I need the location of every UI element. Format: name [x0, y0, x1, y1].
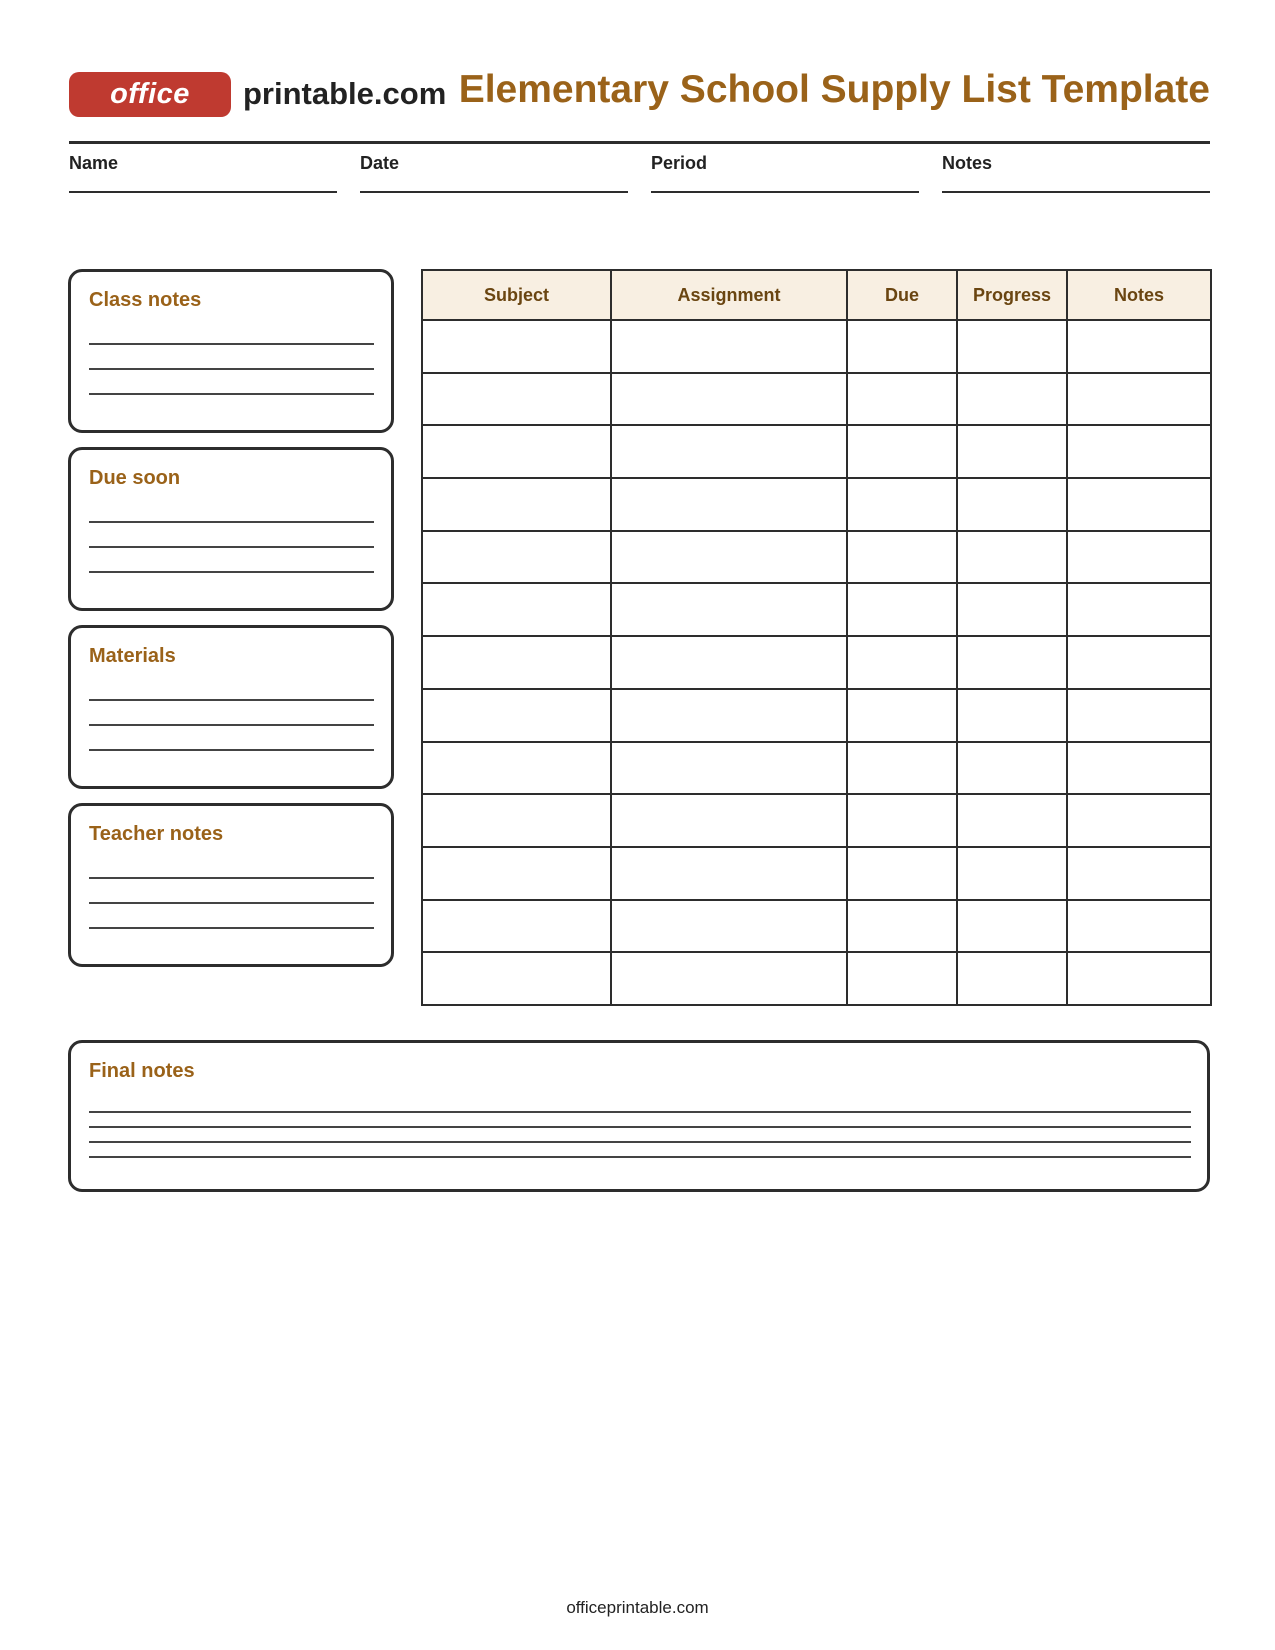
column-header-due: Due — [847, 270, 957, 320]
due-cell[interactable] — [847, 794, 957, 847]
subject-cell[interactable] — [422, 531, 611, 584]
table-row — [422, 636, 1211, 689]
writing-line — [89, 393, 374, 395]
subject-cell[interactable] — [422, 583, 611, 636]
progress-cell[interactable] — [957, 373, 1067, 426]
footer-website: officeprintable.com — [566, 1598, 709, 1617]
subject-cell[interactable] — [422, 689, 611, 742]
progress-cell[interactable] — [957, 847, 1067, 900]
column-header-subject: Subject — [422, 270, 611, 320]
table-row — [422, 373, 1211, 426]
assignment-cell[interactable] — [611, 636, 847, 689]
table-row — [422, 320, 1211, 373]
notes-cell[interactable] — [1067, 900, 1211, 953]
notes-cell[interactable] — [1067, 478, 1211, 531]
table-row — [422, 847, 1211, 900]
table-row — [422, 742, 1211, 795]
teacher-notes-title: Teacher notes — [89, 823, 224, 845]
brand-logo-badge — [69, 72, 231, 117]
materials-title: Materials — [89, 645, 176, 667]
due-cell[interactable] — [847, 742, 957, 795]
table-row — [422, 952, 1211, 1005]
table-row — [422, 478, 1211, 531]
progress-cell[interactable] — [957, 320, 1067, 373]
subject-cell[interactable] — [422, 320, 611, 373]
progress-cell[interactable] — [957, 425, 1067, 478]
writing-line — [89, 724, 374, 726]
writing-line — [89, 927, 374, 929]
progress-cell[interactable] — [957, 794, 1067, 847]
subject-cell[interactable] — [422, 794, 611, 847]
final-notes-title: Final notes — [89, 1060, 195, 1082]
notes-cell[interactable] — [1067, 742, 1211, 795]
table-row — [422, 689, 1211, 742]
period-field-label: Period — [651, 153, 708, 173]
assignment-cell[interactable] — [611, 531, 847, 584]
due-cell[interactable] — [847, 531, 957, 584]
notes-cell[interactable] — [1067, 689, 1211, 742]
notes-field[interactable] — [942, 152, 1210, 193]
progress-cell[interactable] — [957, 689, 1067, 742]
writing-line — [89, 343, 374, 345]
class-notes-box[interactable] — [68, 269, 394, 433]
notes-cell[interactable] — [1067, 531, 1211, 584]
subject-cell[interactable] — [422, 847, 611, 900]
class-notes-title: Class notes — [89, 289, 202, 311]
writing-line — [89, 1156, 1191, 1158]
subject-cell[interactable] — [422, 900, 611, 953]
notes-cell[interactable] — [1067, 425, 1211, 478]
table-row — [422, 794, 1211, 847]
progress-cell[interactable] — [957, 900, 1067, 953]
name-field-label: Name — [69, 153, 119, 173]
due-soon-box[interactable] — [68, 447, 394, 611]
teacher-notes-box[interactable] — [68, 803, 394, 967]
table-header-row — [422, 270, 1211, 320]
notes-cell[interactable] — [1067, 794, 1211, 847]
assignment-table — [421, 269, 1212, 1006]
assignment-cell[interactable] — [611, 689, 847, 742]
writing-line — [89, 521, 374, 523]
writing-line — [89, 368, 374, 370]
column-header-notes: Notes — [1067, 270, 1211, 320]
assignment-cell[interactable] — [611, 900, 847, 953]
date-field-label: Date — [360, 153, 400, 173]
notes-cell[interactable] — [1067, 320, 1211, 373]
notes-cell[interactable] — [1067, 373, 1211, 426]
assignment-cell[interactable] — [611, 320, 847, 373]
due-cell[interactable] — [847, 320, 957, 373]
assignment-cell[interactable] — [611, 847, 847, 900]
due-cell[interactable] — [847, 847, 957, 900]
assignment-cell[interactable] — [611, 742, 847, 795]
due-cell[interactable] — [847, 373, 957, 426]
progress-cell[interactable] — [957, 742, 1067, 795]
writing-line — [89, 1126, 1191, 1128]
writing-line — [89, 749, 374, 751]
table-row — [422, 531, 1211, 584]
column-header-progress: Progress — [957, 270, 1067, 320]
subject-cell[interactable] — [422, 636, 611, 689]
name-field[interactable] — [69, 152, 337, 193]
notes-cell[interactable] — [1067, 952, 1211, 1005]
notes-cell[interactable] — [1067, 847, 1211, 900]
subject-cell[interactable] — [422, 478, 611, 531]
progress-cell[interactable] — [957, 531, 1067, 584]
brand-logo-word: office — [110, 78, 190, 110]
due-cell[interactable] — [847, 952, 957, 1005]
final-notes-box[interactable] — [68, 1040, 1210, 1192]
assignment-cell[interactable] — [611, 425, 847, 478]
writing-line — [89, 877, 374, 879]
header-divider — [69, 141, 1210, 144]
notes-field-label: Notes — [942, 153, 993, 173]
column-header-assignment: Assignment — [611, 270, 847, 320]
subject-cell[interactable] — [422, 952, 611, 1005]
assignment-cell[interactable] — [611, 794, 847, 847]
progress-cell[interactable] — [957, 583, 1067, 636]
assignment-cell[interactable] — [611, 583, 847, 636]
due-cell[interactable] — [847, 583, 957, 636]
due-cell[interactable] — [847, 425, 957, 478]
period-field[interactable] — [651, 152, 919, 193]
due-cell[interactable] — [847, 478, 957, 531]
brand-logo-domain: printable.com — [243, 76, 447, 111]
due-cell[interactable] — [847, 636, 957, 689]
assignment-cell[interactable] — [611, 478, 847, 531]
table-row — [422, 900, 1211, 953]
assignment-cell[interactable] — [611, 952, 847, 1005]
date-field[interactable] — [360, 152, 628, 193]
assignment-cell[interactable] — [611, 373, 847, 426]
subject-cell[interactable] — [422, 373, 611, 426]
writing-line — [89, 699, 374, 701]
due-soon-title: Due soon — [89, 467, 181, 489]
table-row — [422, 425, 1211, 478]
progress-cell[interactable] — [957, 478, 1067, 531]
writing-line — [89, 571, 374, 573]
materials-box[interactable] — [68, 625, 394, 789]
writing-line — [89, 902, 374, 904]
due-cell[interactable] — [847, 689, 957, 742]
progress-cell[interactable] — [957, 636, 1067, 689]
notes-cell[interactable] — [1067, 583, 1211, 636]
subject-cell[interactable] — [422, 742, 611, 795]
progress-cell[interactable] — [957, 952, 1067, 1005]
writing-line — [89, 1111, 1191, 1113]
writing-line — [89, 1141, 1191, 1143]
due-cell[interactable] — [847, 900, 957, 953]
table-row — [422, 583, 1211, 636]
subject-cell[interactable] — [422, 425, 611, 478]
table-body — [422, 320, 1211, 1005]
page-title: Elementary School Supply List Template — [458, 68, 1210, 111]
writing-line — [89, 546, 374, 548]
notes-cell[interactable] — [1067, 636, 1211, 689]
